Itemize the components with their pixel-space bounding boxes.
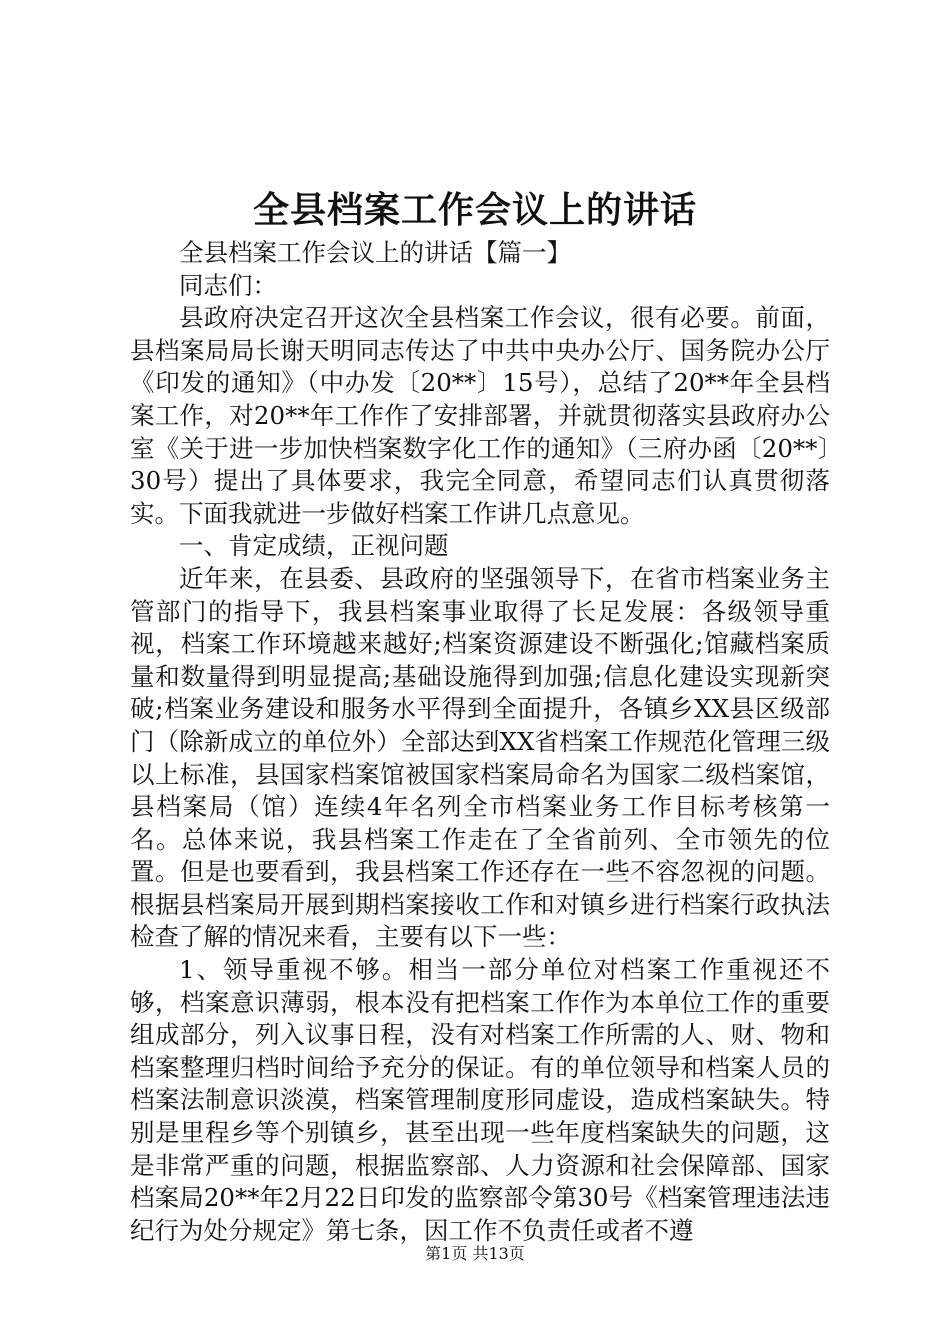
subheading: 一、肯定成绩，正视问题: [179, 531, 449, 561]
page-number: 第1页 共13页: [425, 1244, 525, 1263]
body-paragraph: 县政府决定召开这次全县档案工作会议，很有必要。前面，县档案局局长谢天明同志传达了中共中央办公厅、国务院办公厅《印发的通知》（中办发〔20**〕15号），总结了20**年全县档案工作，对20**年工作作了安排部署，并就贯彻落实县政府办公室《关于进一步加快档案数字化工作的通知》（三府办函〔20**〕30号）提出了具体要求，我完全同意，希望同志们认真贯彻落实。下面我就进一步做好档案工作讲几点意见。: [130, 303, 830, 528]
document-title: 全县档案工作会议上的讲话: [252, 189, 697, 231]
document-body: [130, 237, 830, 1247]
body-paragraph: 近年来，在县委、县政府的坚强领导下，在省市档案业务主管部门的指导下，我县档案事业取得了长足发展：各级领导重视，档案工作环境越来越好;档案资源建设不断强化;馆藏档案质量和数量得到明显提高;基础设施得到加强;信息化建设实现新突破;档案业务建设和服务水平得到全面提升，各镇乡XX县区级部门（除新成立的单位外）全部达到XX省档案工作规范化管理三级以上标准，县国家档案馆被国家档案局命名为国家二级档案馆，县档案局（馆）连续4年名列全市档案业务工作目标考核第一名。总体来说，我县档案工作走在了全省前列、全市领先的位置。但是也要看到，我县档案工作还存在一些不容忽视的问题。根据县档案局开展到期档案接收工作和对镇乡进行档案行政执法检查了解的情况来看，主要有以下一些：: [130, 563, 830, 952]
salutation: 同志们：: [179, 270, 277, 300]
section-heading: 全县档案工作会议上的讲话【篇一】: [179, 238, 571, 267]
body-paragraph: 1、领导重视不够。相当一部分单位对档案工作重视还不够，档案意识薄弱，根本没有把档案工作作为本单位工作的重要组成部分，列入议事日程，没有对档案工作所需的人、财、物和档案整理归档时间给予充分的保证。有的单位领导和档案人员的档案法制意识淡漠，档案管理制度形同虚设，造成档案缺失。特别是里程乡等个别镇乡，甚至出现一些年度档案缺失的问题，这是非常严重的问题，根据监察部、人力资源和社会保障部、国家档案局20**年2月22日印发的监察部令第30号《档案管理违法违纪行为处分规定》第七条，因工作不负责任或者不遵: [130, 955, 830, 1245]
